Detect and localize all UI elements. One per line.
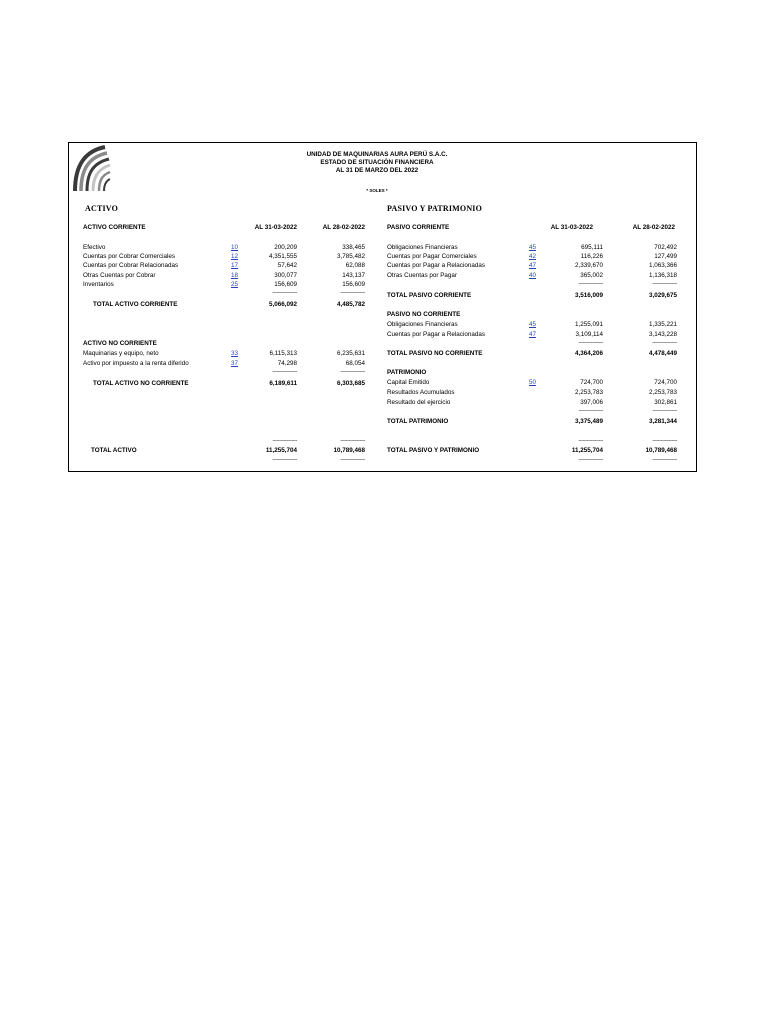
activo-col1-header: AL 31-03-2022 (254, 224, 297, 231)
value-current: 74,298 (277, 360, 297, 367)
separator-line: ------------------ (272, 438, 297, 444)
value-previous: 724,700 (654, 379, 677, 386)
value-current: 300,077 (274, 272, 297, 279)
total-activo-corriente-current: 5,066,092 (268, 301, 297, 308)
value-current: 156,609 (274, 281, 297, 288)
total-activo-corriente-label: TOTAL ACTIVO CORRIENTE (93, 301, 178, 308)
value-current: 3,109,114 (575, 331, 603, 338)
activo-no-corriente-header: ACTIVO NO CORRIENTE (83, 340, 157, 347)
separator-line: ------------------ (340, 290, 365, 296)
separator-line: ------------------ (340, 438, 365, 444)
total-patrimonio-label: TOTAL PATRIMONIO (387, 418, 449, 425)
total-pasivo-corriente-current: 3,516,009 (574, 292, 603, 299)
value-previous: 338,465 (342, 244, 365, 251)
value-previous: 3,785,482 (336, 253, 365, 260)
note-link[interactable]: 45 (529, 321, 537, 328)
total-pasivo-no-corriente-label: TOTAL PASIVO NO CORRIENTE (387, 350, 483, 357)
value-previous: 1,335,221 (648, 321, 677, 328)
value-previous: 127,499 (654, 253, 677, 260)
separator-line: ------------------ (578, 281, 603, 287)
note-link[interactable]: 40 (529, 272, 537, 279)
value-previous: 62,088 (345, 262, 365, 269)
value-current: 116,226 (580, 253, 603, 260)
total-pasivo-no-corriente-previous: 4,478,449 (648, 350, 677, 357)
row-label: Resultado del ejercicio (387, 399, 451, 406)
value-previous: 156,609 (342, 281, 365, 288)
separator-line: ------------------ (272, 369, 297, 375)
total-activo-corriente-previous: 4,485,782 (336, 301, 365, 308)
total-pasivo-no-corriente-current: 4,364,206 (574, 350, 603, 357)
pasivo-col2-header: AL 28-02-2022 (632, 224, 675, 231)
total-pasivo-corriente-previous: 3,029,675 (648, 292, 677, 299)
value-current: 57,642 (277, 262, 297, 269)
note-link[interactable]: 47 (529, 262, 537, 269)
pasivo-no-corriente-header: PASIVO NO CORRIENTE (387, 311, 461, 318)
separator-line: ------------------ (340, 369, 365, 375)
note-link[interactable]: 12 (231, 253, 239, 260)
total-activo-label: TOTAL ACTIVO (91, 447, 137, 454)
row-label: Cuentas por Pagar a Relacionadas (387, 331, 486, 338)
value-previous: 68,054 (345, 360, 365, 367)
value-current: 365,002 (580, 272, 603, 279)
value-previous: 6,235,631 (336, 350, 365, 357)
row-label: Cuentas por Cobrar Relacionadas (83, 262, 179, 269)
value-previous: 143,137 (342, 272, 365, 279)
total-patrimonio-previous: 3,281,344 (648, 418, 677, 425)
curved-stripes-logo-icon (71, 145, 111, 193)
row-label: Cuentas por Pagar a Relacionadas (387, 262, 486, 269)
row-label: Obligaciones Financieras (387, 244, 458, 251)
total-patrimonio-current: 3,375,489 (574, 418, 603, 425)
row-label: Efectivo (83, 244, 106, 251)
currency-label: * SOLES * (366, 188, 388, 193)
value-current: 724,700 (580, 379, 603, 386)
separator-line: ------------------ (272, 290, 297, 296)
value-previous: 1,063,366 (648, 262, 677, 269)
separator-line: ------------------ (272, 457, 297, 463)
activo-title: ACTIVO (85, 204, 119, 213)
note-link[interactable]: 10 (231, 244, 239, 251)
note-link[interactable]: 45 (529, 244, 537, 251)
activo-col2-header: AL 28-02-2022 (322, 224, 365, 231)
statement-date: AL 31 DE MARZO DEL 2022 (335, 167, 419, 174)
separator-line: ------------------ (578, 438, 603, 444)
financial-statement-sheet (68, 142, 697, 472)
row-label: Obligaciones Financieras (387, 321, 458, 328)
separator-line: ------------------ (652, 408, 677, 414)
row-label: Inventarios (83, 281, 114, 288)
separator-line: ------------------ (652, 457, 677, 463)
total-pasivo-corriente-label: TOTAL PASIVO CORRIENTE (387, 292, 472, 299)
row-label: Cuentas por Cobrar Comerciales (83, 253, 176, 260)
value-current: 397,006 (580, 399, 603, 406)
pasivo-corriente-header: PASIVO CORRIENTE (387, 224, 450, 231)
pasivo-patrimonio-title: PASIVO Y PATRIMONIO (387, 204, 483, 213)
note-link[interactable]: 37 (231, 360, 239, 367)
patrimonio-header: PATRIMONIO (387, 369, 427, 376)
statement-title: ESTADO DE SITUACIÓN FINANCIERA (320, 159, 434, 166)
value-previous: 1,136,318 (648, 272, 677, 279)
row-label: Resultados Acumulados (387, 389, 455, 396)
total-activo-previous: 10,789,468 (333, 447, 365, 454)
value-current: 200,209 (274, 244, 297, 251)
value-current: 4,351,555 (268, 253, 297, 260)
total-pasivo-patrimonio-label: TOTAL PASIVO Y PATRIMONIO (387, 447, 480, 454)
note-link[interactable]: 18 (231, 272, 239, 279)
value-current: 6,115,313 (269, 350, 297, 357)
total-activo-current: 11,255,704 (265, 447, 297, 454)
separator-line: ------------------ (652, 438, 677, 444)
value-current: 695,111 (581, 244, 603, 251)
separator-line: ------------------ (340, 457, 365, 463)
pasivo-col1-header: AL 31-03-2022 (550, 224, 593, 231)
note-link[interactable]: 25 (231, 281, 239, 288)
total-pasivo-patrimonio-previous: 10,789,468 (645, 447, 677, 454)
row-label: Activo por impuesto a la renta diferido (83, 360, 189, 367)
value-current: 2,339,670 (574, 262, 603, 269)
row-label: Otras Cuentas por Cobrar (83, 272, 156, 279)
value-previous: 702,492 (654, 244, 677, 251)
row-label: Cuentas por Pagar Comerciales (387, 253, 477, 260)
note-link[interactable]: 17 (231, 262, 239, 269)
total-pasivo-patrimonio-current: 11,255,704 (571, 447, 603, 454)
note-link[interactable]: 50 (529, 379, 537, 386)
separator-line: ------------------ (578, 408, 603, 414)
value-previous: 302,861 (654, 399, 677, 406)
row-label: Otras Cuentas por Pagar (387, 272, 458, 279)
activo-corriente-header: ACTIVO CORRIENTE (83, 224, 146, 231)
total-activo-no-corriente-previous: 6,303,685 (336, 380, 365, 387)
note-link[interactable]: 42 (529, 253, 537, 260)
value-current: 2,253,783 (574, 389, 603, 396)
separator-line: ------------------ (652, 281, 677, 287)
note-link[interactable]: 33 (231, 350, 239, 357)
note-link[interactable]: 47 (529, 331, 537, 338)
value-previous: 3,143,228 (648, 331, 677, 338)
value-current: 1,255,091 (574, 321, 603, 328)
value-previous: 2,253,783 (648, 389, 677, 396)
company-name: UNIDAD DE MAQUINARIAS AURA PERÚ S.A.C. (306, 151, 448, 158)
row-label: Capital Emitido (387, 379, 430, 386)
separator-line: ------------------ (652, 340, 677, 346)
row-label: Maquinarias y equipo, neto (83, 350, 159, 357)
separator-line: ------------------ (578, 457, 603, 463)
separator-line: ------------------ (578, 340, 603, 346)
total-activo-no-corriente-label: TOTAL ACTIVO NO CORRIENTE (93, 380, 189, 387)
total-activo-no-corriente-current: 6,189,611 (269, 380, 297, 387)
